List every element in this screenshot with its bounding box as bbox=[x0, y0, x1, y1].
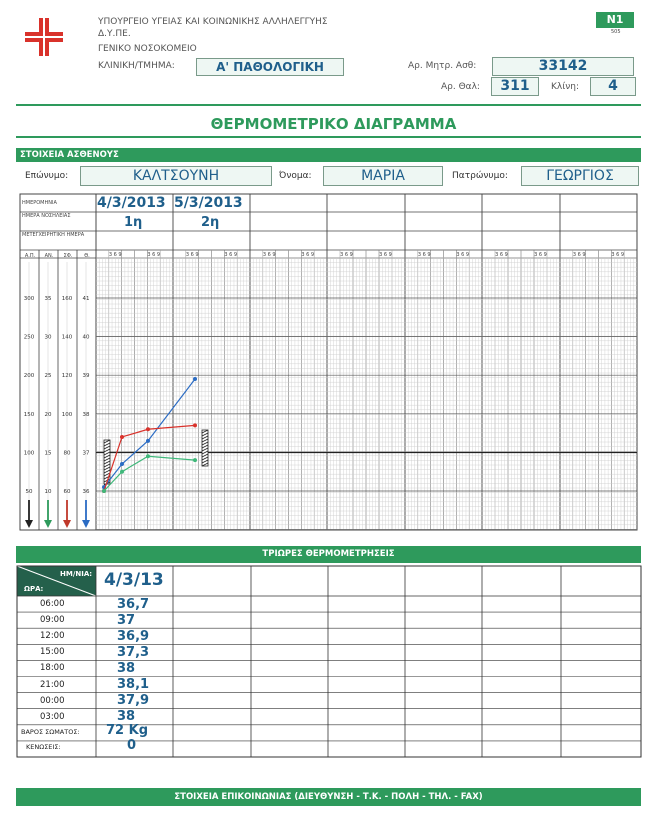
ward-field[interactable]: 311 bbox=[491, 77, 539, 96]
slot-label: 3 6 9 bbox=[224, 252, 238, 258]
tri-date: 4/3/13 bbox=[104, 570, 164, 590]
scale-tick: 250 bbox=[23, 334, 35, 341]
form-code-badge: N1 bbox=[596, 12, 634, 28]
slot-label: 3 6 9 bbox=[417, 252, 431, 258]
tri-value: 37,9 bbox=[117, 693, 150, 709]
scale-tick: 100 bbox=[23, 450, 35, 457]
scale-tick: 30 bbox=[44, 334, 52, 341]
clinic-label: ΚΛΙΝΙΚΗ/ΤΜΗΜΑ: bbox=[98, 61, 175, 71]
scale-tick: 35 bbox=[44, 296, 52, 302]
chart-day-2: 2η bbox=[201, 215, 220, 230]
tri-time: 15:00 bbox=[40, 647, 65, 658]
bowel-label: ΚΕΝΩΣΕΙΣ: bbox=[26, 743, 61, 751]
scale-tick: 25 bbox=[44, 373, 52, 380]
surname-label: Επώνυμο: bbox=[25, 171, 69, 181]
scale-tick: 60 bbox=[63, 489, 71, 495]
slot-label: 3 6 9 bbox=[456, 252, 470, 258]
tri-time: 00:00 bbox=[40, 695, 65, 706]
surname-field[interactable]: ΚΑΛΤΣΟΥΝΗ bbox=[80, 166, 272, 186]
clinic-field[interactable]: Α' ΠΑΘΟΛΟΓΙΚΗ bbox=[196, 58, 344, 76]
tri-section-header: ΤΡΙΩΡΕΣ ΘΕΡΜΟΜΕΤΡΗΣΕΙΣ bbox=[16, 546, 641, 563]
postop-day-row-label: ΜΕΤΕΓΧΕΙΡΗΤΙΚΗ ΗΜΕΡΑ bbox=[22, 232, 85, 238]
father-label: Πατρώνυμο: bbox=[452, 171, 508, 181]
slot-label: 3 6 9 bbox=[611, 252, 625, 258]
scale-tick: 41 bbox=[82, 296, 90, 302]
tri-value: 36,7 bbox=[117, 596, 150, 612]
scale-tick: 160 bbox=[61, 296, 73, 302]
bed-field[interactable]: 4 bbox=[590, 77, 636, 96]
slot-label: 3 6 9 bbox=[340, 252, 353, 258]
scale-tick: 300 bbox=[23, 296, 35, 302]
contact-footer: ΣΤΟΙΧΕΙΑ ΕΠΙΚΟΙΝΩΝΙΑΣ (ΔΙΕΥΘΥΝΣΗ - Τ.Κ. - ΠΟΛΗ - ΤΗΛ. - FAX) bbox=[16, 788, 641, 806]
tri-value: 36,9 bbox=[117, 628, 150, 644]
col-head-resp: ΑΝ. bbox=[44, 253, 54, 259]
weight-label: ΒΑΡΟΣ ΣΩΜΑΤΟΣ: bbox=[21, 728, 80, 736]
scale-tick: 10 bbox=[44, 489, 52, 495]
slot-label: 3 6 9 bbox=[495, 252, 508, 258]
tri-value: 38 bbox=[117, 709, 136, 725]
col-head-pulse: ΣΦ. bbox=[63, 253, 73, 259]
scale-tick: 36 bbox=[82, 489, 90, 495]
chart-date-2: 5/3/2013 bbox=[174, 195, 243, 211]
registry-field[interactable]: 33142 bbox=[492, 57, 634, 76]
col-head-temp: Θ. bbox=[84, 253, 90, 259]
tri-time: 09:00 bbox=[40, 615, 65, 626]
tri-value: 37 bbox=[117, 612, 136, 628]
slot-label: 3 6 9 bbox=[379, 252, 392, 258]
scale-tick: 15 bbox=[44, 450, 52, 457]
weight-value: 72 Kg bbox=[106, 723, 148, 738]
tri-time: 03:00 bbox=[40, 711, 65, 722]
tri-time: 21:00 bbox=[40, 679, 65, 690]
tri-time: 18:00 bbox=[40, 663, 65, 674]
scale-tick: 39 bbox=[82, 373, 90, 380]
name-label: Όνομα: bbox=[279, 171, 312, 181]
slot-label: 3 6 9 bbox=[572, 252, 586, 258]
slot-label: 3 6 9 bbox=[108, 252, 122, 258]
scale-tick: 38 bbox=[82, 411, 90, 418]
tri-time: 12:00 bbox=[40, 631, 65, 642]
ministry-line: ΥΠΟΥΡΓΕΙΟ ΥΓΕΙΑΣ ΚΑΙ ΚΟΙΝΩΝΙΚΗΣ ΑΛΛΗΛΕΓΓΥΗΣ bbox=[98, 17, 328, 27]
scale-tick: 40 bbox=[82, 334, 90, 341]
tri-value: 37,3 bbox=[117, 644, 150, 660]
tri-corner-time: ΩΡΑ: bbox=[24, 585, 44, 593]
slot-label: 3 6 9 bbox=[262, 252, 276, 258]
name-field[interactable]: ΜΑΡΙΑ bbox=[323, 166, 443, 186]
slot-label: 3 6 9 bbox=[185, 252, 199, 258]
dype-line: Δ.Υ.ΠΕ. bbox=[98, 29, 131, 39]
scale-tick: 140 bbox=[61, 334, 73, 341]
scale-tick: 100 bbox=[61, 411, 73, 418]
bowel-value: 0 bbox=[127, 738, 137, 753]
scale-tick: 80 bbox=[63, 450, 71, 457]
father-field[interactable]: ΓΕΩΡΓΙΟΣ bbox=[521, 166, 639, 186]
slot-label: 3 6 9 bbox=[534, 252, 547, 258]
chart-date-1: 4/3/2013 bbox=[97, 195, 166, 211]
slot-label: 3 6 9 bbox=[301, 252, 315, 258]
scale-tick: 37 bbox=[82, 450, 90, 457]
form-sub-code: 505 bbox=[611, 29, 621, 35]
hospital-day-row-label: ΗΜΕΡΑ ΝΟΣΗΛΕΙΑΣ bbox=[22, 213, 71, 219]
scale-tick: 50 bbox=[25, 489, 33, 495]
ward-label: Αρ. Θαλ: bbox=[441, 82, 480, 92]
patient-section-header: ΣΤΟΙΧΕΙΑ ΑΣΘΕΝΟΥΣ bbox=[16, 148, 641, 162]
date-row-label: ΗΜΕΡΟΜΗΝΙΑ bbox=[22, 200, 57, 206]
scale-tick: 120 bbox=[61, 373, 73, 380]
scale-tick: 200 bbox=[23, 373, 35, 380]
tri-corner-date: ΗΜ/ΝΙΑ: bbox=[60, 570, 93, 578]
registry-label: Αρ. Μητρ. Ασθ: bbox=[408, 61, 477, 71]
tri-value: 38 bbox=[117, 660, 136, 676]
scale-tick: 150 bbox=[23, 411, 35, 418]
chart-day-1: 1η bbox=[124, 215, 143, 230]
tri-time: 06:00 bbox=[40, 599, 65, 609]
scale-tick: 20 bbox=[44, 411, 52, 418]
col-head-bp: Α.Π. bbox=[24, 253, 36, 259]
page-title: ΘΕΡΜΟΜΕΤΡΙΚΟ ΔΙΑΓΡΑΜΜΑ bbox=[210, 115, 457, 133]
bed-label: Κλίνη: bbox=[551, 82, 580, 92]
slot-label: 3 6 9 bbox=[147, 252, 161, 258]
hospital-line: ΓΕΝΙΚΟ ΝΟΣΟΚΟΜΕΙΟ bbox=[98, 44, 197, 54]
tri-value: 38,1 bbox=[117, 677, 150, 692]
